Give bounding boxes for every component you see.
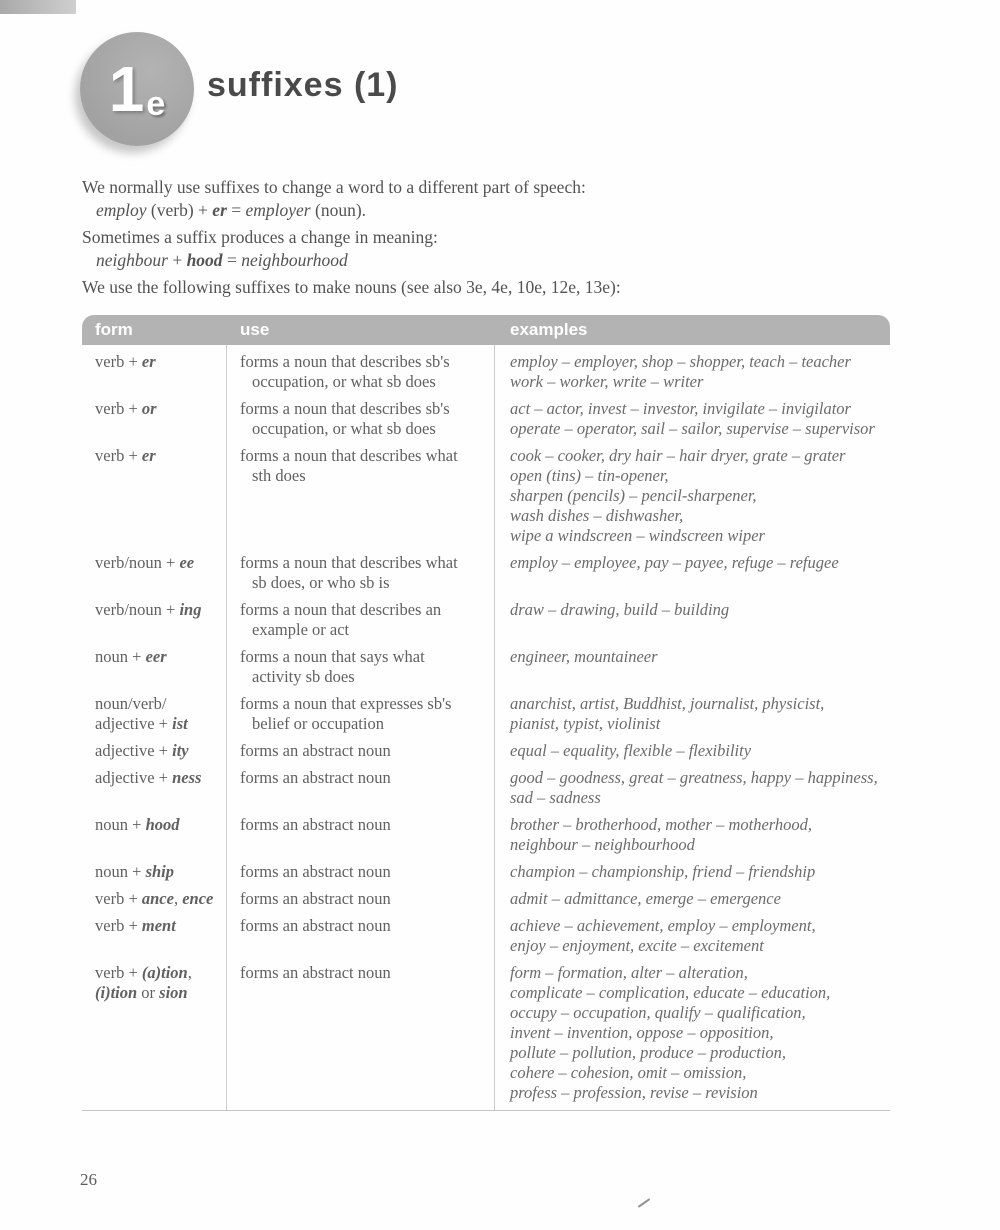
text-segment: ship [145, 862, 174, 881]
text-segment: or [137, 983, 160, 1002]
table-row [82, 553, 890, 593]
section-letter: e [146, 85, 166, 123]
text-segment: sion [159, 983, 188, 1002]
example-line: engineer, mountaineer [510, 647, 658, 666]
form-cell [82, 694, 226, 734]
text-segment: (verb) + [146, 200, 213, 220]
form-line [95, 768, 226, 788]
form-line [95, 714, 226, 734]
form-line [95, 916, 226, 936]
use-line: forms an abstract noun [240, 768, 391, 787]
text-segment: (a)tion [141, 963, 188, 982]
text-segment: eer [145, 647, 167, 666]
use-cell [226, 694, 494, 734]
text-segment: We use the following suffixes to make nouns (see also 3e, 4e, 10e, 12e, 13e): [82, 277, 621, 297]
examples-cell [494, 600, 890, 640]
example-line: pianist, typist, violinist [510, 714, 661, 733]
text-segment: adjective + [95, 768, 173, 787]
use-cell [226, 647, 494, 687]
example-line: invent – invention, oppose – opposition, [510, 1023, 774, 1042]
use-line: forms an abstract noun [240, 889, 391, 908]
use-line: occupation, or what sb does [252, 419, 436, 438]
text-segment: = [226, 200, 246, 220]
text-segment: er [141, 446, 156, 465]
use-cell [226, 553, 494, 593]
example-line: occupy – occupation, qualify – qualification, [510, 1003, 806, 1022]
example-line: complicate – complication, educate – education, [510, 983, 831, 1002]
form-cell [82, 446, 226, 546]
example-line: sharpen (pencils) – pencil-sharpener, [510, 486, 757, 505]
table-row [82, 768, 890, 808]
use-line: forms a noun that describes sb's [240, 352, 450, 371]
text-segment: noun + [95, 647, 146, 666]
column-divider [494, 345, 495, 1110]
examples-cell [494, 694, 890, 734]
intro-text [82, 176, 902, 303]
text-segment: verb + [95, 916, 142, 935]
text-segment: adjective + [95, 714, 173, 733]
examples-cell [494, 916, 890, 956]
example-line: admit – admittance, emerge – emergence [510, 889, 781, 908]
column-header-form: form [95, 320, 133, 339]
column-divider [226, 345, 227, 1110]
form-line [95, 741, 226, 761]
text-segment: er [141, 352, 156, 371]
text-segment: verb + [95, 446, 142, 465]
table-row [82, 600, 890, 640]
table-body [82, 345, 890, 1111]
form-line [95, 694, 226, 714]
use-line: belief or occupation [252, 714, 384, 733]
form-cell [82, 889, 226, 909]
table-row [82, 815, 890, 855]
table-header-bar [82, 315, 890, 345]
example-line: wipe a windscreen – windscreen wiper [510, 526, 765, 545]
examples-cell [494, 862, 890, 882]
text-segment: verb + [95, 352, 142, 371]
examples-cell [494, 647, 890, 687]
form-cell [82, 862, 226, 882]
text-segment: hood [186, 250, 223, 270]
use-cell [226, 741, 494, 761]
intro-line [82, 226, 902, 249]
table-row [82, 647, 890, 687]
form-line [95, 399, 226, 419]
examples-cell [494, 553, 890, 593]
column-header-examples: examples [510, 320, 588, 339]
text-segment: verb + [95, 889, 142, 908]
use-cell [226, 446, 494, 546]
text-segment: verb/noun + [95, 600, 180, 619]
example-line: cook – cooker, dry hair – hair dryer, grate – grater [510, 446, 846, 465]
suffix-table [82, 315, 890, 1111]
section-badge [80, 32, 194, 146]
examples-cell [494, 889, 890, 909]
table-row [82, 446, 890, 546]
example-line: anarchist, artist, Buddhist, journalist, physicist, [510, 694, 825, 713]
table-row [82, 694, 890, 734]
page-number: 26 [80, 1170, 97, 1189]
example-line: draw – drawing, build – building [510, 600, 730, 619]
text-segment: or [141, 399, 157, 418]
example-line: operate – operator, sail – sailor, supervise – supervisor [510, 419, 875, 438]
examples-cell [494, 352, 890, 392]
form-cell [82, 963, 226, 1103]
text-segment: , [173, 889, 183, 908]
form-cell [82, 647, 226, 687]
text-segment: verb + [95, 399, 142, 418]
form-cell [82, 768, 226, 808]
example-line: employ – employee, pay – payee, refuge – refugee [510, 553, 839, 572]
intro-line [82, 249, 902, 272]
examples-cell [494, 741, 890, 761]
use-cell [226, 815, 494, 855]
example-line: form – formation, alter – alteration, [510, 963, 748, 982]
use-cell [226, 399, 494, 439]
use-line: forms an abstract noun [240, 815, 391, 834]
form-line [95, 446, 226, 466]
form-line [95, 983, 226, 1003]
use-line: forms a noun that says what [240, 647, 425, 666]
examples-cell [494, 446, 890, 546]
example-line: employ – employer, shop – shopper, teach – teacher [510, 352, 851, 371]
use-cell [226, 768, 494, 808]
use-cell [226, 862, 494, 882]
text-segment: + [167, 250, 187, 270]
text-segment: ee [179, 553, 195, 572]
example-line: equal – equality, flexible – flexibility [510, 741, 752, 760]
form-line [95, 647, 226, 667]
form-cell [82, 916, 226, 956]
form-line [95, 889, 226, 909]
example-line: brother – brotherhood, mother – motherhood, [510, 815, 813, 834]
form-line [95, 352, 226, 372]
text-segment: ing [179, 600, 202, 619]
examples-cell [494, 768, 890, 808]
text-segment: adjective + [95, 741, 173, 760]
pencil-mark [638, 1198, 651, 1208]
text-segment: ment [141, 916, 176, 935]
table-row [82, 741, 890, 761]
text-segment: ity [172, 741, 189, 760]
use-line: forms a noun that describes an [240, 600, 442, 619]
text-segment: employer [245, 200, 311, 220]
text-segment: ance [141, 889, 174, 908]
text-segment: ence [182, 889, 214, 908]
use-cell [226, 889, 494, 909]
text-segment: (noun). [310, 200, 367, 220]
form-cell [82, 399, 226, 439]
table-row [82, 916, 890, 956]
example-line: champion – championship, friend – friendship [510, 862, 816, 881]
example-line: enjoy – enjoyment, excite – excitement [510, 936, 764, 955]
form-line [95, 815, 226, 835]
form-cell [82, 352, 226, 392]
example-line: profess – profession, revise – revision [510, 1083, 758, 1102]
form-cell [82, 600, 226, 640]
form-cell [82, 741, 226, 761]
text-segment: neighbour [96, 250, 168, 270]
table-row [82, 352, 890, 392]
intro-line [82, 276, 902, 299]
text-segment: er [212, 200, 227, 220]
form-cell [82, 815, 226, 855]
example-line: open (tins) – tin-opener, [510, 466, 669, 485]
example-line: sad – sadness [510, 788, 601, 807]
text-segment: verb/noun + [95, 553, 180, 572]
use-line: forms a noun that describes what [240, 446, 458, 465]
use-line: sb does, or who sb is [252, 573, 390, 592]
example-line: achieve – achievement, employ – employment, [510, 916, 816, 935]
use-line: forms an abstract noun [240, 916, 391, 935]
form-line [95, 862, 226, 882]
intro-paragraph [82, 176, 902, 222]
use-cell [226, 916, 494, 956]
text-segment: = [222, 250, 242, 270]
text-segment: noun/verb/ [95, 694, 167, 713]
examples-cell [494, 963, 890, 1103]
text-segment: noun + [95, 815, 146, 834]
section-number: 1 [108, 53, 145, 125]
examples-cell [494, 399, 890, 439]
use-line: forms a noun that describes what [240, 553, 458, 572]
example-line: good – goodness, great – greatness, happy – happiness, [510, 768, 878, 787]
text-segment: hood [145, 815, 180, 834]
use-line: example or act [252, 620, 350, 639]
form-line [95, 963, 226, 983]
example-line: work – worker, write – writer [510, 372, 704, 391]
text-segment: employ [96, 200, 147, 220]
examples-cell [494, 815, 890, 855]
example-line: wash dishes – dishwasher, [510, 506, 684, 525]
column-header-use: use [240, 320, 270, 339]
example-line: neighbour – neighbourhood [510, 835, 695, 854]
use-line: occupation, or what sb does [252, 372, 436, 391]
text-segment: (i)tion [95, 983, 138, 1002]
table-row [82, 963, 890, 1103]
intro-paragraph [82, 276, 902, 299]
table-row [82, 862, 890, 882]
example-line: cohere – cohesion, omit – omission, [510, 1063, 747, 1082]
text-segment: ist [172, 714, 188, 733]
table-row [82, 889, 890, 909]
text-segment: We normally use suffixes to change a word to a different part of speech: [82, 177, 586, 197]
use-line: forms a noun that expresses sb's [240, 694, 452, 713]
page-title: suffixes (1) [207, 66, 399, 104]
intro-line [82, 199, 902, 222]
form-line [95, 553, 226, 573]
use-line: forms an abstract noun [240, 741, 391, 760]
text-segment: verb + [95, 963, 142, 982]
use-cell [226, 963, 494, 1103]
use-line: forms an abstract noun [240, 862, 391, 881]
use-line: activity sb does [252, 667, 355, 686]
use-line: sth does [252, 466, 306, 485]
text-segment: ness [172, 768, 202, 787]
intro-line [82, 176, 902, 199]
example-line: act – actor, invest – investor, invigilate – invigilator [510, 399, 851, 418]
scan-artifact-strip [0, 0, 76, 14]
use-cell [226, 352, 494, 392]
text-segment: , [187, 963, 192, 982]
text-segment: Sometimes a suffix produces a change in meaning: [82, 227, 438, 247]
table-row [82, 399, 890, 439]
text-segment: neighbourhood [241, 250, 348, 270]
form-cell [82, 553, 226, 593]
use-line: forms an abstract noun [240, 963, 391, 982]
intro-paragraph [82, 226, 902, 272]
use-cell [226, 600, 494, 640]
form-line [95, 600, 226, 620]
text-segment: noun + [95, 862, 146, 881]
use-line: forms a noun that describes sb's [240, 399, 450, 418]
example-line: pollute – pollution, produce – production, [510, 1043, 787, 1062]
